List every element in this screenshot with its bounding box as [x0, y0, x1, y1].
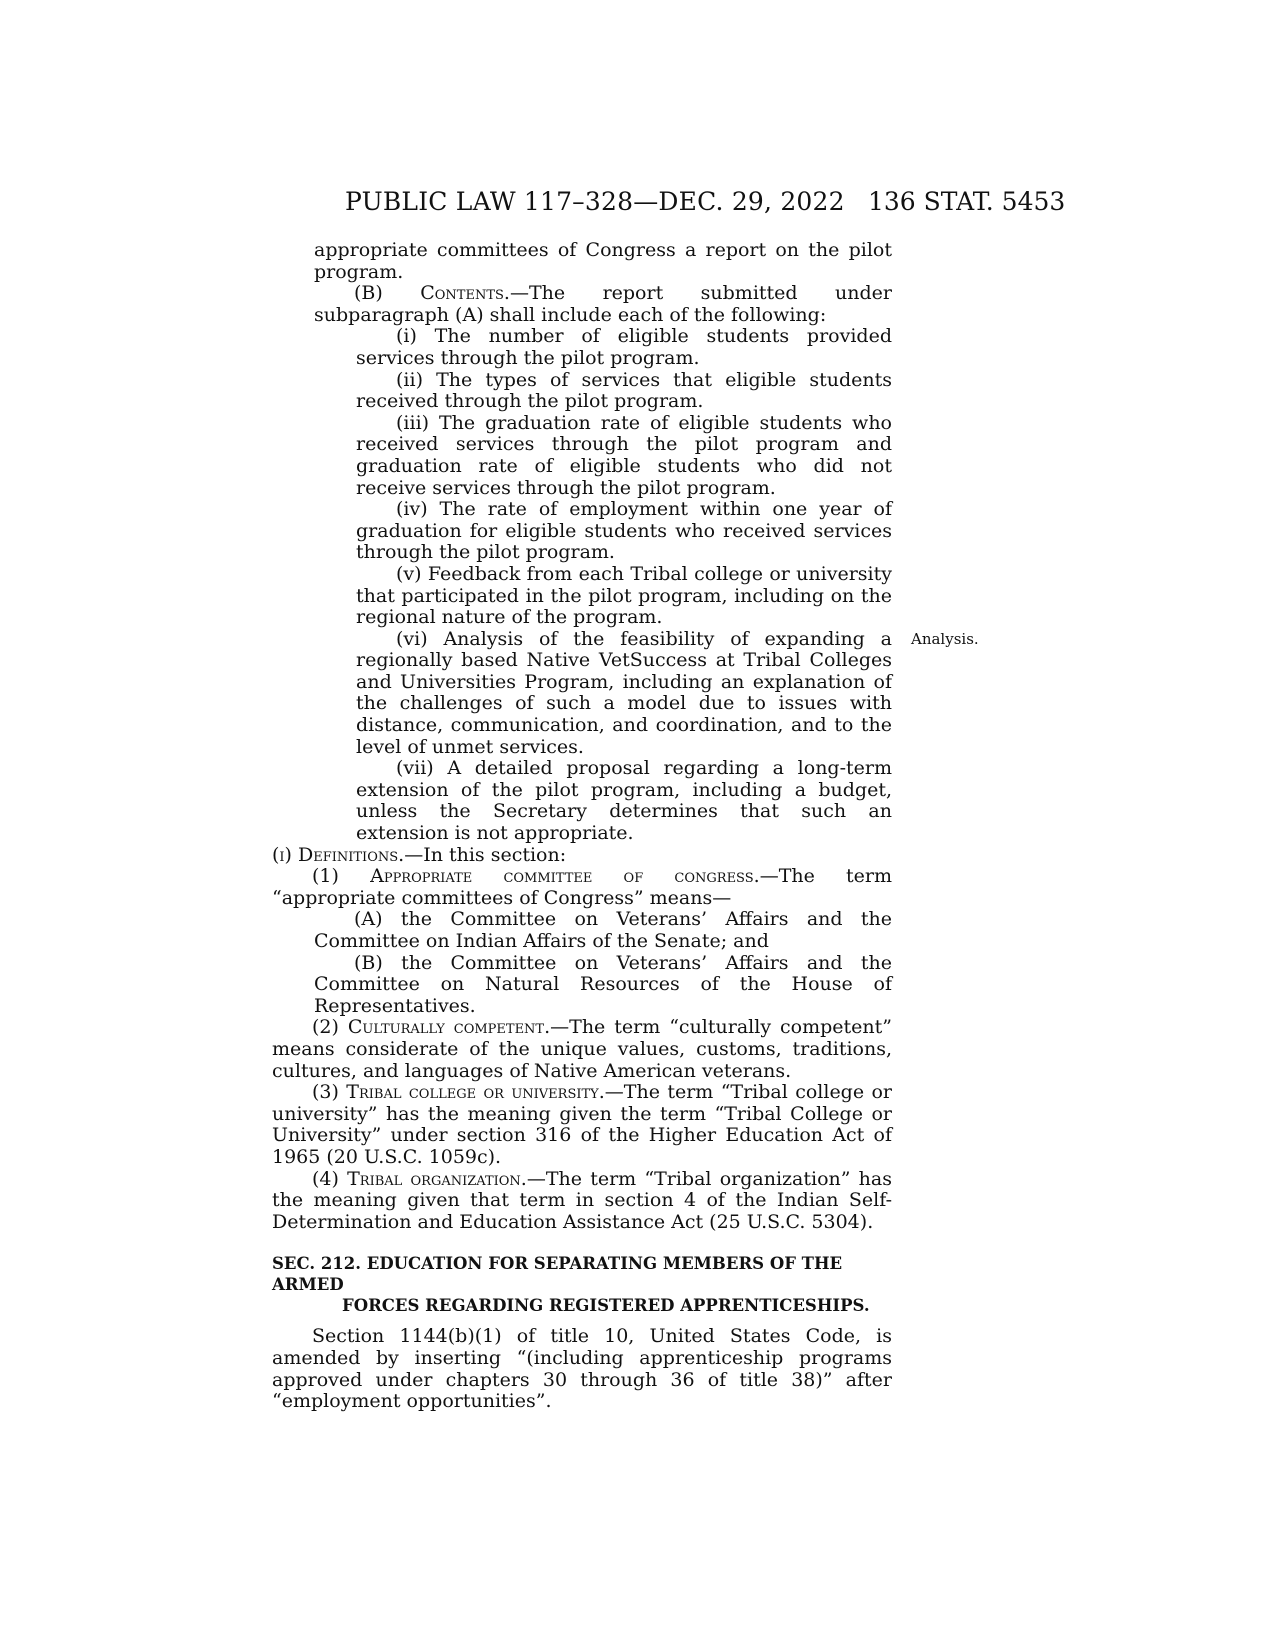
definition-1-heading: (1) Appropriate committee of congress.	[312, 865, 760, 888]
list-item: (i) The number of eligible students provided services through the pilot program.	[356, 325, 892, 369]
list-item: (ii) The types of services that eligible students received through the pilot program.	[356, 368, 892, 413]
paragraph-b	[272, 283, 892, 326]
page-header-stat: 136 STAT. 5453	[868, 187, 1066, 216]
definition-1-a: (A) the Committee on Veterans’ Affairs and the Committee on Indian Affairs of the Senate; and	[314, 908, 892, 952]
definitions-intro: —In this section:	[404, 843, 567, 866]
list-item: (iii) The graduation rate of eligible students who received services through the pilot program and graduation rate of eligible students who did not receive services through the pilot program.	[356, 411, 892, 499]
paragraph-b-text: —The report submitted under subparagraph (A) shall include each of the following:	[314, 282, 892, 326]
list-item: (v) Feedback from each Tribal college or university that participated in the pilot program, including on the regional nature of the program.	[356, 562, 892, 629]
section-212-heading-line2: FORCES REGARDING REGISTERED APPRENTICESHIPS.	[342, 1296, 870, 1316]
definition-2-heading: (2) Culturally competent.	[312, 1016, 551, 1039]
list-item: (vii) A detailed proposal regarding a long-term extension of the pilot program, including a budget, unless the Secretary determines that such an extension is not appropriate.	[356, 757, 892, 845]
definitions-heading: (i) Definitions.	[272, 843, 405, 866]
document-body	[272, 240, 892, 1413]
definition-1-text: —The term “appropriate committees of Congress” means—	[272, 865, 893, 909]
definition-1	[272, 866, 892, 909]
definition-3-text: —The term “Tribal college or university” has the meaning given the term “Tribal College or University” under section 316 of the Higher Education Act of 1965 (20 U.S.C. 1059c).	[272, 1081, 893, 1168]
definition-3	[272, 1082, 892, 1168]
margin-note: Analysis.	[911, 630, 979, 648]
definition-2-text: —The term “culturally competent” means considerate of the unique values, customs, traditions, cultures, and languages of Native American veterans.	[272, 1016, 892, 1082]
definition-3-heading: (3) Tribal college or university.	[312, 1081, 605, 1104]
definitions-subsection	[272, 845, 892, 867]
definition-2	[272, 1017, 892, 1082]
definition-4	[272, 1169, 892, 1234]
section-212-heading-line1: SEC. 212. EDUCATION FOR SEPARATING MEMBERS OF THE ARMED	[272, 1254, 843, 1295]
definition-1-b: (B) the Committee on Veterans’ Affairs and the Committee on Natural Resources of the House of Representatives.	[314, 951, 892, 1017]
paragraph-b-heading: (B) Contents.	[354, 282, 510, 305]
page-header-title: PUBLIC LAW 117–328—DEC. 29, 2022	[345, 187, 845, 216]
definition-4-heading: (4) Tribal organization.	[312, 1167, 527, 1190]
definition-4-text: —The term “Tribal organization” has the meaning given that term in section 4 of the Indian Self-Determination and Education Assistance Act (25 U.S.C. 5304).	[272, 1167, 892, 1233]
report-continuation: appropriate committees of Congress a report on the pilot program.	[314, 239, 892, 283]
list-item: (iv) The rate of employment within one year of graduation for eligible students who received services through the pilot program.	[356, 498, 892, 564]
section-212-heading	[272, 1253, 892, 1316]
list-item: (vi) Analysis of the feasibility of expanding a regionally based Native VetSuccess at Tribal Colleges and Universities Program, including an explanation of the challenges of such a model due to issues with distance, communication, and coordination, and to the level of unmet services.	[356, 627, 892, 758]
section-212-text: Section 1144(b)(1) of title 10, United States Code, is amended by inserting “(including apprenticeship programs approved under chapters 30 through 36 of title 38)” after “employment opportunities”.	[272, 1325, 892, 1413]
